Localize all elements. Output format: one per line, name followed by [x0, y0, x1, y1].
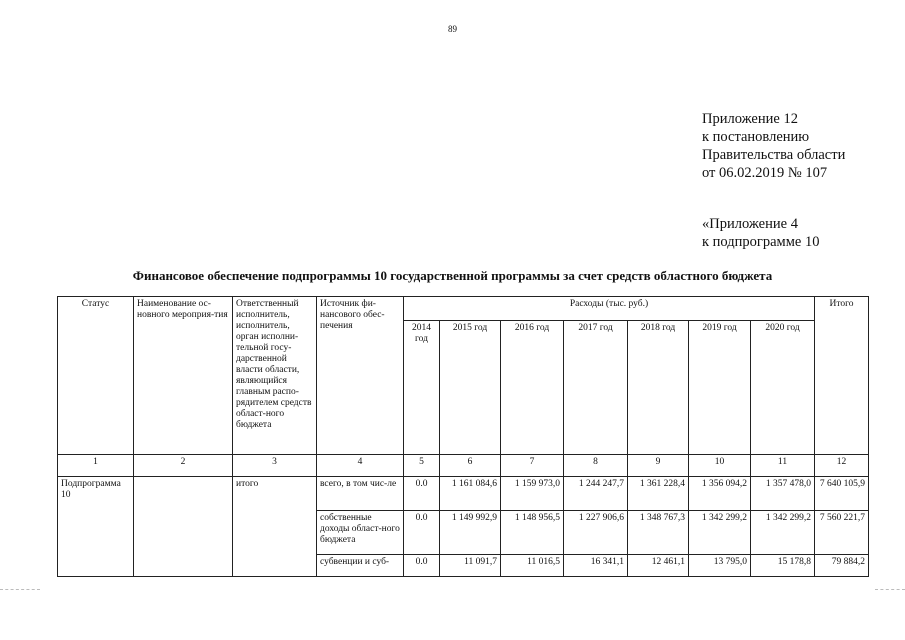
header-year: 2017 год — [564, 321, 628, 455]
value-cell: 13 795,0 — [689, 555, 751, 577]
row-source: собственные доходы област-ного бюджета — [317, 511, 404, 555]
table-row — [58, 477, 869, 511]
value-cell: 1 244 247,7 — [564, 477, 628, 511]
page-number: 89 — [448, 24, 457, 34]
document-title: Финансовое обеспечение подпрограммы 10 государственной программы за счет средств областного бюджета — [132, 268, 773, 283]
column-number: 8 — [564, 455, 628, 477]
scan-edge-mark — [875, 589, 905, 591]
column-number: 11 — [751, 455, 815, 477]
annex-4-block — [702, 215, 819, 251]
column-number: 10 — [689, 455, 751, 477]
value-cell: 0.0 — [404, 477, 440, 511]
row-source: субвенции и суб- — [317, 555, 404, 577]
value-cell: 15 178,8 — [751, 555, 815, 577]
header-expenses: Расходы (тыс. руб.) — [404, 297, 815, 321]
header-year: 2019 год — [689, 321, 751, 455]
row-source: всего, в том чис-ле — [317, 477, 404, 511]
column-number: 12 — [815, 455, 869, 477]
scan-edge-mark — [0, 589, 40, 591]
annex-12-line: от 06.02.2019 № 107 — [702, 165, 828, 181]
annex-12-line: Правительства области — [702, 147, 846, 163]
value-cell: 1 159 973,0 — [501, 477, 564, 511]
header-executor: Ответственный исполнитель, исполнитель, орган исполни-тельной госу-дарственной власти области, являющийся главным распо-рядителем средств област-ного бюджета — [233, 297, 317, 455]
value-cell: 1 342 299,2 — [689, 511, 751, 555]
annex-12-block — [702, 110, 845, 182]
header-year: 2014 год — [404, 321, 440, 455]
value-cell: 1 356 094,2 — [689, 477, 751, 511]
column-number: 6 — [440, 455, 501, 477]
financing-table — [57, 296, 869, 577]
annex-4-line: к подпрограмме 10 — [702, 234, 820, 250]
value-cell: 1 161 084,6 — [440, 477, 501, 511]
header-year: 2020 год — [751, 321, 815, 455]
header-total: Итого — [815, 297, 869, 455]
value-cell: 1 357 478,0 — [751, 477, 815, 511]
column-number: 4 — [317, 455, 404, 477]
value-cell: 0.0 — [404, 511, 440, 555]
header-activity: Наименование ос-новного мероприя-тия — [134, 297, 233, 455]
value-cell: 1 361 228,4 — [628, 477, 689, 511]
annex-12-line: Приложение 12 — [702, 111, 798, 127]
column-number: 7 — [501, 455, 564, 477]
value-cell: 7 560 221,7 — [815, 511, 869, 555]
value-cell: 11 091,7 — [440, 555, 501, 577]
column-number: 1 — [58, 455, 134, 477]
column-number: 9 — [628, 455, 689, 477]
value-cell: 79 884,2 — [815, 555, 869, 577]
value-cell: 11 016,5 — [501, 555, 564, 577]
annex-4-line: «Приложение 4 — [702, 216, 798, 232]
value-cell: 16 341,1 — [564, 555, 628, 577]
row-activity — [134, 477, 233, 577]
row-status: Подпрограмма 10 — [58, 477, 134, 577]
header-year: 2018 год — [628, 321, 689, 455]
header-source: Источник фи-нансового обес-печения — [317, 297, 404, 455]
column-number: 3 — [233, 455, 317, 477]
value-cell: 12 461,1 — [628, 555, 689, 577]
value-cell: 1 148 956,5 — [501, 511, 564, 555]
value-cell: 1 227 906,6 — [564, 511, 628, 555]
header-year: 2016 год — [501, 321, 564, 455]
value-cell: 0.0 — [404, 555, 440, 577]
value-cell: 1 149 992,9 — [440, 511, 501, 555]
header-status: Статус — [58, 297, 134, 455]
column-number: 2 — [134, 455, 233, 477]
value-cell: 1 348 767,3 — [628, 511, 689, 555]
row-executor: итого — [233, 477, 317, 577]
value-cell: 7 640 105,9 — [815, 477, 869, 511]
annex-12-line: к постановлению — [702, 129, 810, 145]
value-cell: 1 342 299,2 — [751, 511, 815, 555]
header-year: 2015 год — [440, 321, 501, 455]
column-number: 5 — [404, 455, 440, 477]
